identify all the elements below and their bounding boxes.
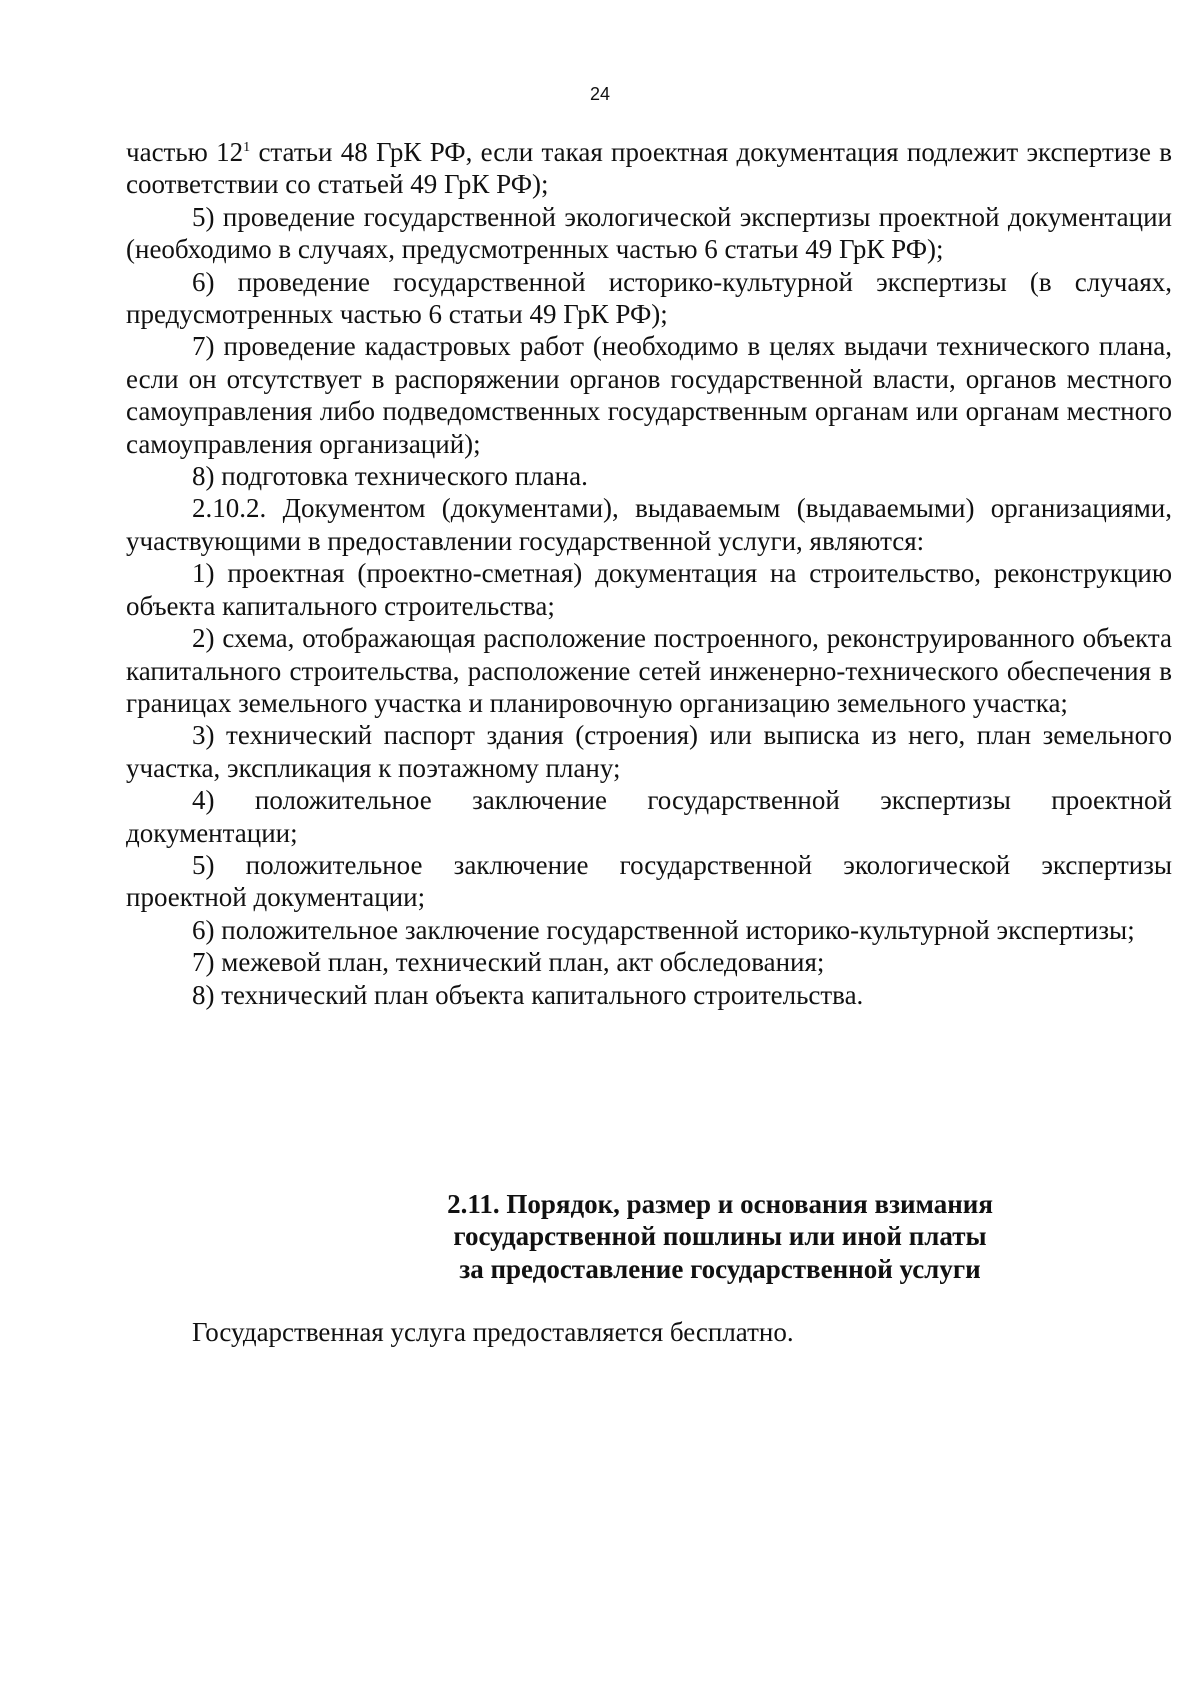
doc-item-7: 7) межевой план, технический план, акт обследования; xyxy=(192,947,825,978)
heading-line: государственной пошлины или иной платы xyxy=(453,1221,987,1252)
list-item-7-cadastral-works: 7) проведение кадастровых работ (необходимо в целях выдачи технического плана, если он отсутствует в распоряжении органов государственной власти, органов местного самоуправления либо подведомственных государственным органам или органам местного самоуправления организаций); xyxy=(126,331,1172,459)
doc-item-5: 5) положительное заключение государственной экологической экспертизы проектной документации; xyxy=(126,849,1172,913)
list-item-6-historical-expertise: 6) проведение государственной историко-культурной экспертизы (в случаях, предусмотренных частью 6 статьи 49 ГрК РФ); xyxy=(126,266,1172,330)
paragraph xyxy=(126,136,1172,201)
heading-line: за предоставление государственной услуги xyxy=(459,1253,981,1284)
final-statement: Государственная услуга предоставляется бесплатно. xyxy=(192,1317,794,1347)
section-heading xyxy=(300,1188,1140,1285)
paragraph-text: частью 12 xyxy=(126,137,244,167)
page-number: 24 xyxy=(589,84,611,104)
clause-2-10-2: 2.10.2. Документом (документами), выдаваемым (выдаваемыми) организациями, участвующими в предоставлении государственной услуги, являются: xyxy=(126,493,1172,556)
list-item-5-ecology-expertise: 5) проведение государственной экологической экспертизы проектной документации (необходимо в случаях, предусмотренных частью 6 статьи 49 ГрК РФ); xyxy=(126,201,1172,265)
doc-item-3: 3) технический паспорт здания (строения) или выписка из него, план земельного участка, экспликация к поэтажному плану; xyxy=(126,720,1172,783)
doc-item-1: 1) проектная (проектно-сметная) документация на строительство, реконструкцию объекта капитального строительства; xyxy=(126,558,1172,621)
superscript: 1 xyxy=(243,140,251,155)
doc-item-4: 4) положительное заключение государственной экспертизы проектной документации; xyxy=(126,785,1172,848)
document-body xyxy=(126,136,1172,1011)
list-item-8-technical-plan: 8) подготовка технического плана. xyxy=(192,461,588,492)
doc-item-2: 2) схема, отображающая расположение построенного, реконструированного объекта капитального строительства, расположение сетей инженерно-технического обеспечения в границах земельного участка и планировочную организацию земельного участка; xyxy=(126,623,1172,718)
paragraph-text: статьи 48 ГрК РФ, если такая проектная документация подлежит экспертизе в соответствии со статьей 49 ГрК РФ); xyxy=(126,137,1172,200)
doc-item-6: 6) положительное заключение государственной историко-культурной экспертизы; xyxy=(192,914,1135,945)
doc-item-8: 8) технический план объекта капитального строительства. xyxy=(192,979,864,1010)
heading-line: 2.11. Порядок, размер и основания взимания xyxy=(447,1189,993,1219)
